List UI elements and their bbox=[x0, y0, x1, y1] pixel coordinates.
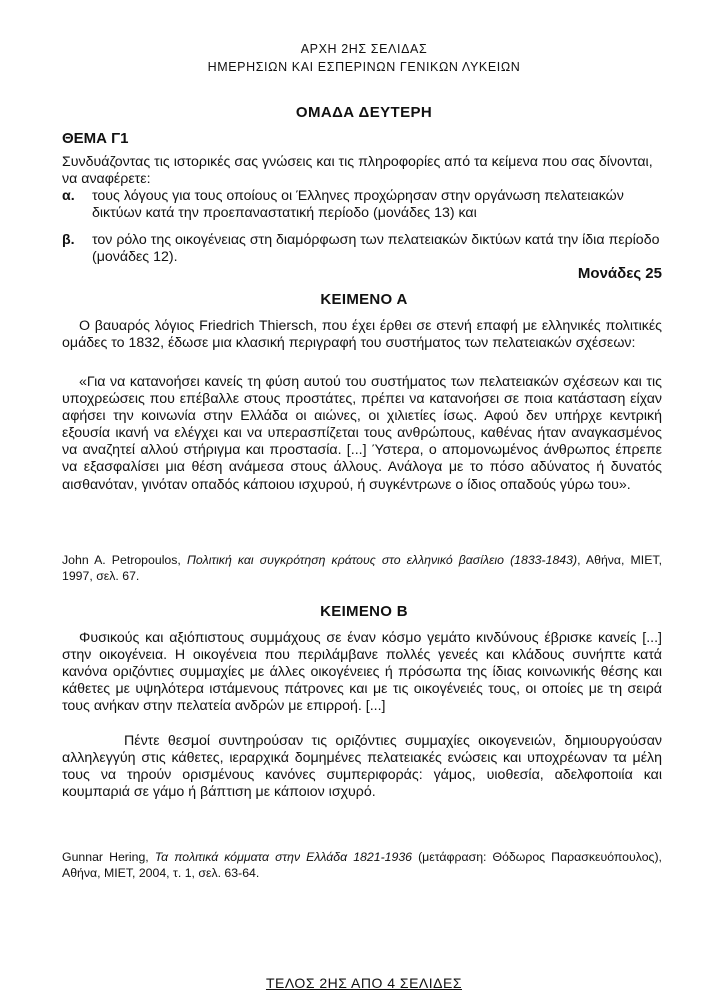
source-title: Πολιτική και συγκρότηση κράτους στο ελληνικό βασίλειο (1833-1843) bbox=[186, 553, 578, 567]
question-title: ΘΕΜΑ Γ1 bbox=[62, 130, 129, 147]
text-b-paragraph-2-rest: δημιουργούσαν αλληλεγγύη στις κάθετες, ιεραρχικά δομημένες πελατειακές ενώσεις και υποχρέωναν τα μέλη τους να τηρούν ορισμένους κανόνες συμπεριφοράς: γάμος, υιοθεσία, αδελφοποιία και κουμπαριά σε γάμο ή βάπτιση με κάποιον ισχυρό. bbox=[62, 733, 662, 801]
question-item-text: τους λόγους για τους οποίους οι Έλληνες προχώρησαν στην οργάνωση πελατειακών δικτύων κατά την προεπαναστατική περίοδο (μονάδες 13) και bbox=[92, 188, 624, 221]
source-author: Gunnar Hering, bbox=[62, 850, 155, 864]
question-intro: Συνδυάζοντας τις ιστορικές σας γνώσεις και τις πληροφορίες από τα κείμενα που σας δίνονται, να αναφέρετε: bbox=[62, 154, 653, 187]
text-b-source bbox=[62, 850, 662, 881]
text-b-paragraph-1: Φυσικούς και αξιόπιστους συμμάχους σε έναν κόσμο γεμάτο κινδύνους έβρισκε κανείς [...] στην οικογένεια. Η οικογένεια που περιλάμβανε πολλές γενεές και κλάδους συνήπτε κατά κανόνα οριζόντιες συμμαχίες με άλλες οικογένειες ή πρόσωπα της ίδιας κοινωνικής θέσης και κάθετες με υψηλότερα ιστάμενους πάτρονες και με τις οικογένειές τους, οι οποίες με τη σειρά τους ανήκαν στην πελατεία ανδρών με επιρροή. [...] bbox=[62, 630, 662, 715]
footer-text: ΤΕΛΟΣ 2ΗΣ ΑΠΟ 4 ΣΕΛΙΔΕΣ bbox=[265, 975, 463, 991]
text-a-paragraph-1: Ο βαυαρός λόγιος Friedrich Thiersch, που έχει έρθει σε στενή επαφή με ελληνικές πολιτικές ομάδες το 1832, έδωσε μια κλασική περιγραφή του συστήματος των πελατειακών σχέσεων: bbox=[62, 318, 662, 352]
source-details: (μετάφραση: Θόδωρος Παρασκευόπουλος), Αθήνα, ΜΙΕΤ, 2004, τ. 1, σελ. 63-64. bbox=[62, 850, 662, 880]
text-a-title: ΚΕΙΜΕΝΟ Α bbox=[320, 291, 408, 308]
source-author: John A. Petropoulos, bbox=[62, 553, 187, 567]
question-item-label: β. bbox=[62, 232, 75, 248]
header-page-start: ΑΡΧΗ 2ΗΣ ΣΕΛΙΔΑΣ bbox=[300, 42, 428, 56]
question-item-b bbox=[62, 232, 662, 266]
question-marks: Μονάδες 25 bbox=[577, 265, 662, 282]
text-b-title: ΚΕΙΜΕΝΟ Β bbox=[320, 603, 408, 620]
source-details: , Αθήνα, ΜΙΕΤ, 1997, σελ. 67. bbox=[62, 553, 662, 583]
question-item-a bbox=[62, 188, 662, 222]
question-item-label: α. bbox=[62, 188, 75, 204]
group-title: ΟΜΑΔΑ ΔΕΥΤΕΡΗ bbox=[295, 104, 433, 121]
header-school-type: ΗΜΕΡΗΣΙΩΝ ΚΑΙ ΕΣΠΕΡΙΝΩΝ ΓΕΝΙΚΩΝ ΛΥΚΕΙΩΝ bbox=[207, 60, 521, 74]
page-footer bbox=[0, 975, 728, 991]
source-title: Τα πολιτικά κόμματα στην Ελλάδα 1821-1936 bbox=[154, 850, 413, 864]
text-a-source bbox=[62, 553, 662, 584]
question-item-text: τον ρόλο της οικογένειας στη διαμόρφωση των πελατειακών δικτύων κατά την ίδια περίοδο (μονάδες 12). bbox=[92, 232, 660, 265]
text-b-paragraph-2 bbox=[62, 733, 662, 801]
text-b-paragraph-2-lead: Πέντε θεσμοί συντηρούσαν τις οριζόντιες συμμαχίες οικογενειών, bbox=[124, 733, 557, 749]
text-a-quote: «Για να κατανοήσει κανείς τη φύση αυτού του συστήματος των πελατειακών σχέσεων και τις υποχρεώσεις που επέβαλλε στους προστάτες, πρέπει να κατανοήσει σε ποια κατάσταση είχαν αφήσει την κοινωνία στην Ελλάδα οι αιώνες, οι χιλιετίες ίσως. Αφού δεν υπήρχε κεντρική εξουσία ικανή να ελέγχει και να υπερασπίζεται τους ανθρώπους, καθένας ήταν αναγκασμένος να αναζητεί αλλού στήριγμα και προστασία. [...] Ύστερα, ο απομονωμένος άνθρωπος έπρεπε να εξασφαλίσει μια θέση ανάμεσα στους άλλους. Ανάλογα με το πόσο αδύνατος ή δυνατός αισθανόταν, γινόταν οπαδός κάποιου ισχυρού, ή συγκέντρωνε ο ίδιος οπαδούς γύρω του». bbox=[62, 374, 662, 493]
